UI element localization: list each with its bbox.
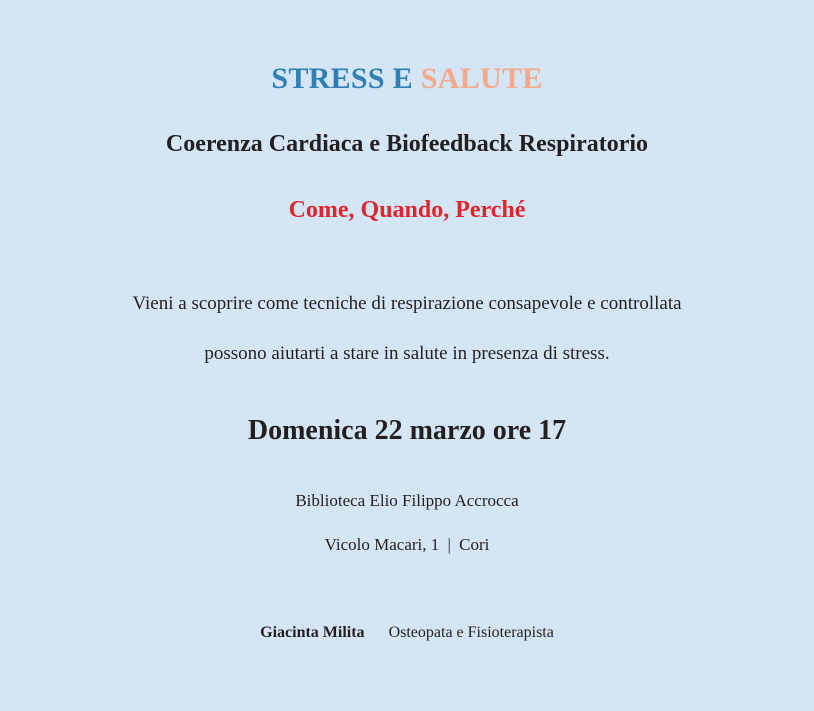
speaker-role: Osteopata e Fisioterapista xyxy=(388,624,554,641)
event-tagline: Come, Quando, Perché xyxy=(288,197,526,223)
event-subtitle: Coerenza Cardiaca e Biofeedback Respiratorio xyxy=(165,131,649,157)
venue-street: Vicolo Macari, 1 xyxy=(324,535,440,554)
title-stress: STRESS E xyxy=(271,62,413,95)
description-line-1: Vieni a scoprire come tecniche di respirazione consapevole e controllata xyxy=(132,293,682,314)
title-salute: SALUTE xyxy=(420,62,543,95)
event-date: Domenica 22 marzo ore 17 xyxy=(247,415,567,446)
speaker-info xyxy=(0,624,814,642)
venue-city: Cori xyxy=(459,535,490,554)
address-separator: | xyxy=(447,535,451,554)
speaker-name: Giacinta Milita xyxy=(260,624,365,641)
description-line-2: possono aiutarti a stare in salute in presenza di stress. xyxy=(204,343,610,364)
event-title xyxy=(0,62,814,96)
venue-address xyxy=(0,535,814,555)
venue-name: Biblioteca Elio Filippo Accrocca xyxy=(295,491,519,510)
